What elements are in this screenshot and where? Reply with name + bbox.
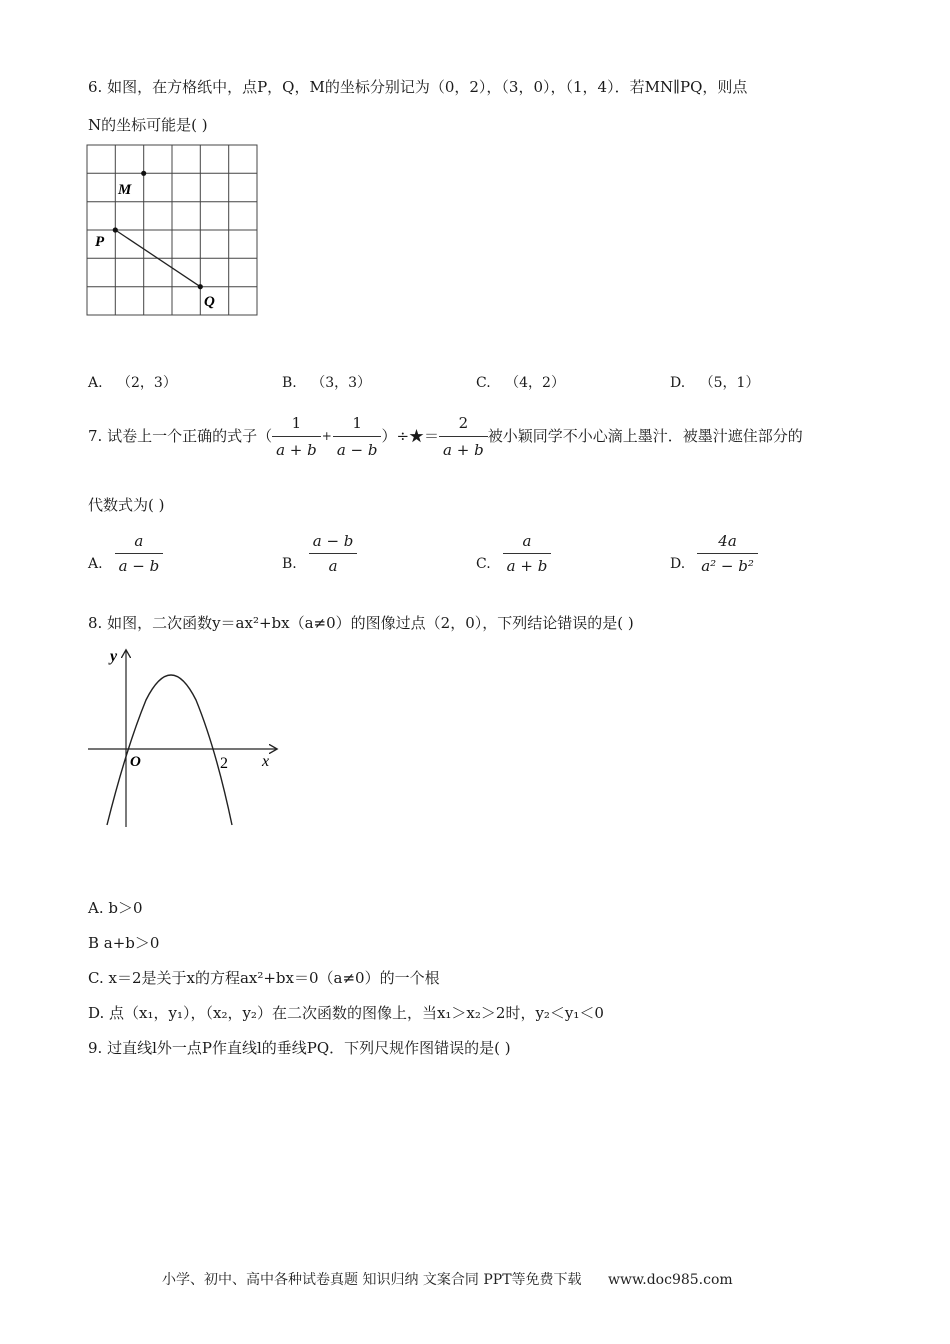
q7-stem-line2: 代数式为( ) [88, 496, 165, 514]
numerator: a [522, 531, 532, 550]
option-text: （2，3） [117, 375, 177, 391]
q7-option-a [88, 528, 163, 578]
option-text: （4，2） [505, 375, 565, 391]
denominator: a² − b² [697, 553, 758, 575]
option-text: （3，3） [311, 375, 372, 391]
q8-option-d: D. 点（x₁，y₁），（x₂，y₂）在二次函数的图像上，当x₁＞x₂＞2时，y₂＜y₁＜0 [88, 1004, 604, 1022]
option-label: A. [88, 556, 103, 572]
label-q: Q [204, 294, 215, 310]
numerator: 1 [352, 413, 362, 432]
q6-grid-figure [84, 142, 264, 322]
q7-fraction-2 [333, 413, 382, 460]
q8-stem: 8. 如图，二次函数y＝ax²+bx（a≠0）的图像过点（2，0），下列结论错误的是( ) [88, 614, 634, 632]
q9-stem: 9. 过直线l外一点P作直线l的垂线PQ．下列尺规作图错误的是( ) [88, 1039, 511, 1057]
option-label: A. [88, 375, 103, 391]
label-p: P [95, 234, 105, 250]
q7-suffix: 被小颖同学不小心滴上墨汁．被墨汁遮住部分的 [487, 427, 803, 445]
denominator: a − b [115, 553, 164, 575]
q8-option-b: B a+b＞0 [88, 934, 160, 952]
point-q [198, 284, 203, 289]
q7-fraction-3 [439, 413, 488, 460]
point-p [113, 227, 118, 232]
option-label: B. [282, 375, 297, 391]
q6-option-a [88, 374, 177, 392]
option-fraction [697, 532, 758, 575]
denominator: a − b [333, 436, 382, 460]
option-fraction [503, 532, 552, 575]
q8-option-c: C. x＝2是关于x的方程ax²+bx＝0（a≠0）的一个根 [88, 969, 440, 987]
label-x: x [262, 753, 270, 770]
option-label: C. [476, 375, 491, 391]
numerator: a [134, 531, 144, 550]
label-two: 2 [220, 755, 228, 772]
footer [162, 1269, 733, 1289]
option-label: D. [670, 375, 686, 391]
q7-option-d [670, 528, 758, 578]
option-label: C. [476, 556, 491, 572]
q7-option-c [476, 528, 551, 578]
option-label: B. [282, 556, 297, 572]
numerator: 1 [291, 413, 302, 432]
option-text: （5，1） [699, 375, 760, 391]
point-m [141, 171, 146, 176]
q6-stem-line2: N的坐标可能是( ) [88, 116, 208, 134]
grid-lines [87, 145, 257, 315]
q7-stem-line1 [88, 406, 803, 466]
option-label: D. [670, 556, 686, 572]
q6-option-c [476, 374, 565, 392]
plus-sign: + [321, 429, 332, 443]
numerator: a − b [312, 531, 354, 550]
q7-mid: ）÷★＝ [381, 427, 440, 445]
label-y: y [110, 648, 118, 665]
label-origin: O [130, 754, 141, 770]
q7-option-b [282, 528, 357, 578]
q6-option-d [670, 374, 759, 392]
numerator: 2 [458, 413, 469, 432]
denominator: a + b [439, 436, 488, 460]
denominator: a + b [503, 553, 552, 575]
denominator: a + b [272, 436, 321, 460]
option-fraction [115, 532, 164, 575]
q7-fraction-1 [272, 413, 321, 460]
label-m: M [118, 182, 132, 198]
footer-text: 小学、初中、高中各种试卷真题 知识归纳 文案合同 PPT等免费下载 [162, 1272, 582, 1288]
q6-option-b [282, 374, 371, 392]
q6-stem-line1: 6. 如图，在方格纸中，点P，Q，M的坐标分别记为（0，2），（3，0），（1，4）．若MN∥PQ，则点 [88, 78, 748, 96]
q8-parabola-figure [84, 645, 284, 830]
footer-url[interactable]: www.doc985.com [607, 1272, 733, 1288]
q8-option-a: A. b＞0 [88, 899, 143, 917]
numerator: 4a [718, 531, 737, 550]
denominator: a [309, 553, 358, 575]
option-fraction [309, 532, 358, 575]
q7-prefix: 7. 试卷上一个正确的式子（ [88, 427, 273, 445]
